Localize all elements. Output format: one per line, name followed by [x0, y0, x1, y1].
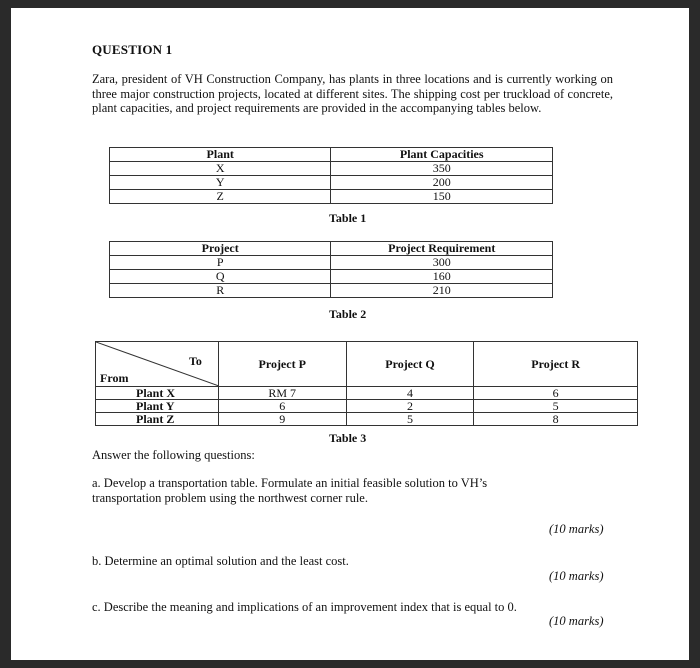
- question-b: b. Determine an optimal solution and the least cost.: [92, 554, 349, 568]
- answer-intro: Answer the following questions:: [92, 448, 255, 462]
- question-c: c. Describe the meaning and implications of an improvement index that is equal to 0.: [92, 600, 517, 614]
- table1-caption: Table 1: [329, 211, 367, 225]
- table3-caption: Table 3: [329, 431, 367, 445]
- table2-cell: Q: [110, 270, 331, 284]
- cost-cell: 2: [346, 400, 474, 413]
- cost-cell: 8: [474, 413, 638, 426]
- cost-cell: 5: [474, 400, 638, 413]
- to-label: To: [188, 354, 202, 368]
- column-header-project-p: Project P: [218, 342, 346, 387]
- table1-cell: 150: [331, 190, 553, 204]
- table1-header-capacity: Plant Capacities: [331, 148, 553, 162]
- table2-cell: 300: [331, 256, 553, 270]
- cost-cell: 6: [218, 400, 346, 413]
- cost-cell: 5: [346, 413, 474, 426]
- table2-cell: 210: [331, 284, 553, 298]
- column-header-project-q: Project Q: [346, 342, 474, 387]
- row-label-plant-z: Plant Z: [96, 413, 219, 426]
- table2-header-requirement: Project Requirement: [331, 242, 553, 256]
- row-label-plant-y: Plant Y: [96, 400, 219, 413]
- table1-cell: Y: [110, 176, 331, 190]
- row-label-plant-x: Plant X: [96, 387, 219, 400]
- table1-header-plant: Plant: [110, 148, 331, 162]
- document-page: [11, 8, 689, 660]
- table2-header-project: Project: [110, 242, 331, 256]
- table2-cell: 160: [331, 270, 553, 284]
- column-header-project-r: Project R: [474, 342, 638, 387]
- question-b-marks: (10 marks): [549, 569, 604, 583]
- project-requirement-table: [109, 241, 553, 298]
- table1-cell: X: [110, 162, 331, 176]
- from-label: From: [100, 371, 129, 385]
- plant-capacity-table: [109, 147, 553, 204]
- table1-cell: Z: [110, 190, 331, 204]
- table2-cell: R: [110, 284, 331, 298]
- cost-cell: 9: [218, 413, 346, 426]
- cost-cell: 6: [474, 387, 638, 400]
- shipping-cost-table: [95, 341, 638, 426]
- question-a-marks: (10 marks): [549, 522, 604, 536]
- table1-cell: 200: [331, 176, 553, 190]
- table2-cell: P: [110, 256, 331, 270]
- intro-paragraph: Zara, president of VH Construction Company, has plants in three locations and is currently working on three major construction projects, located at different sites. The shipping cost per truckload of concrete, plant capacities, and project requirements are provided in the accompanying tables below.: [92, 72, 613, 116]
- cost-cell: RM 7: [218, 387, 346, 400]
- question-title: QUESTION 1: [92, 42, 173, 57]
- cost-cell: 4: [346, 387, 474, 400]
- to-from-corner-cell: [96, 342, 219, 387]
- table1-cell: 350: [331, 162, 553, 176]
- question-a: a. Develop a transportation table. Formulate an initial feasible solution to VH’s transportation problem using the northwest corner rule.: [92, 476, 488, 505]
- table2-caption: Table 2: [329, 307, 367, 321]
- question-c-marks: (10 marks): [549, 614, 604, 628]
